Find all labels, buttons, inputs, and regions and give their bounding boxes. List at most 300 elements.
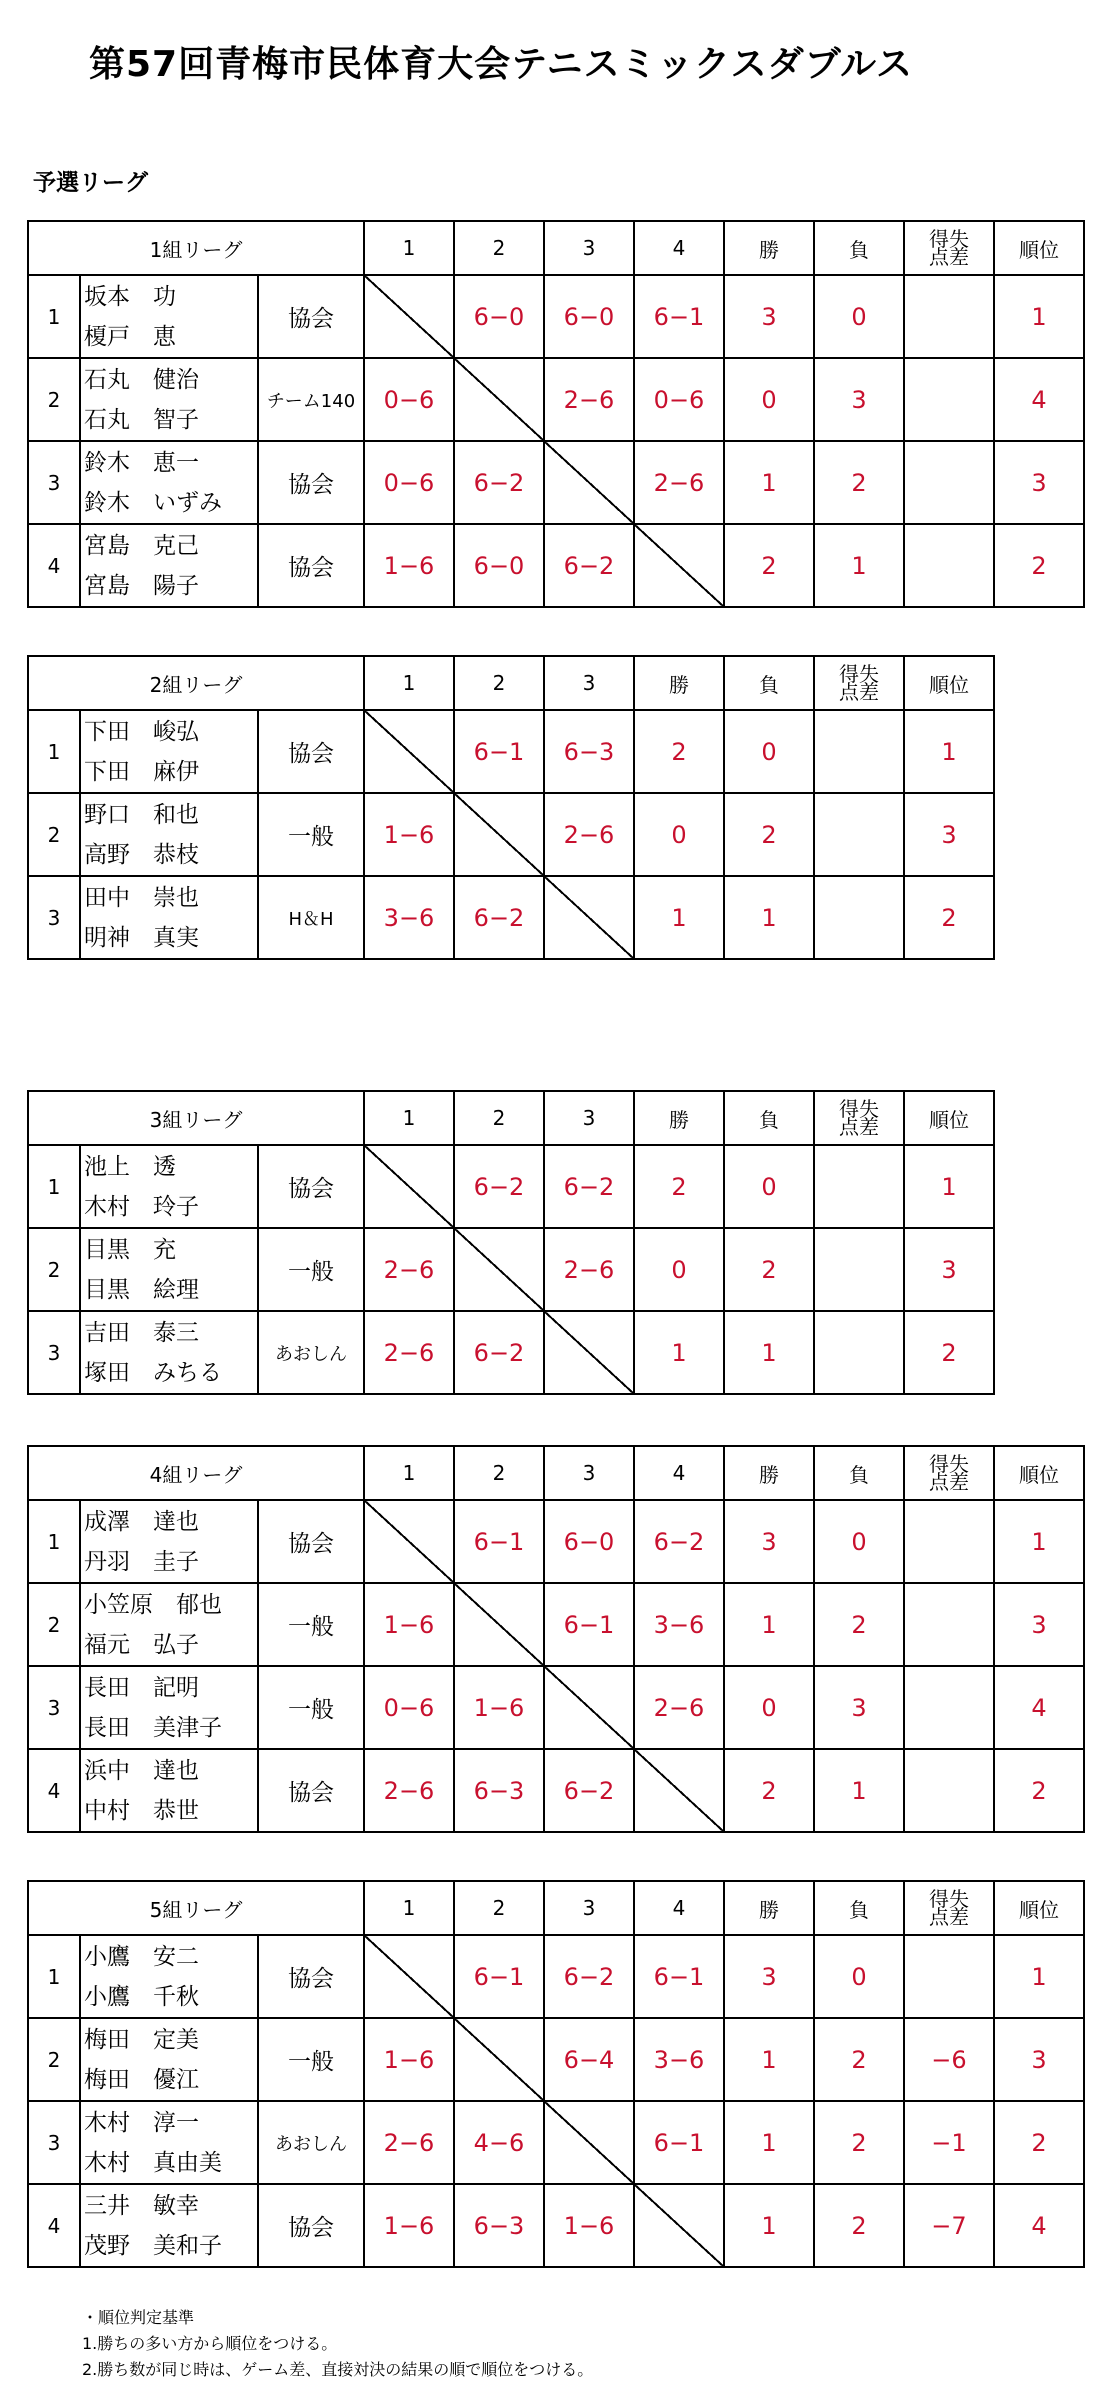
loss-count: 3 (814, 358, 904, 441)
player-name: 丹羽 圭子 (84, 1548, 199, 1575)
win-header: 勝 (724, 1446, 814, 1500)
league-table-5 (27, 1880, 1085, 2268)
player-number: 1 (28, 1145, 80, 1228)
player-names (80, 1228, 258, 1311)
player-name: 福元 弘子 (84, 1631, 199, 1658)
player-name: 茂野 美和子 (84, 2232, 222, 2259)
win-count: 2 (724, 524, 814, 607)
club-name: 一般 (258, 1228, 364, 1311)
player-name: 宮島 克己 (84, 532, 199, 559)
rank-value: 3 (904, 793, 994, 876)
rank-value: 2 (994, 2101, 1084, 2184)
table-row (28, 1935, 1084, 2018)
loss-count: 1 (814, 524, 904, 607)
match-score: 6−2 (544, 1145, 634, 1228)
rank-value: 1 (994, 275, 1084, 358)
rank-header: 順位 (994, 1881, 1084, 1935)
rank-header: 順位 (904, 656, 994, 710)
player-name: 浜中 達也 (84, 1757, 199, 1784)
player-name: 榎戸 恵 (84, 323, 176, 350)
league-header-row (28, 656, 994, 710)
match-score: 2−6 (364, 1311, 454, 1394)
match-score: 1−6 (364, 2018, 454, 2101)
win-header: 勝 (634, 1091, 724, 1145)
opponent-number-header: 2 (454, 656, 544, 710)
match-score: 6−1 (454, 1935, 544, 2018)
loss-count: 2 (724, 1228, 814, 1311)
player-names (80, 1500, 258, 1583)
player-names (80, 441, 258, 524)
player-number: 3 (28, 1666, 80, 1749)
win-count: 0 (634, 1228, 724, 1311)
player-number: 2 (28, 1583, 80, 1666)
club-name: 協会 (258, 710, 364, 793)
loss-count: 1 (724, 876, 814, 959)
player-number: 2 (28, 1228, 80, 1311)
club-name: 一般 (258, 793, 364, 876)
match-score: 2−6 (544, 1228, 634, 1311)
loss-count: 2 (814, 441, 904, 524)
player-name: 木村 玲子 (84, 1193, 199, 1220)
player-names (80, 710, 258, 793)
league-title: 5組リーグ (28, 1881, 364, 1935)
club-name: 協会 (258, 2184, 364, 2267)
loss-count: 2 (814, 2018, 904, 2101)
match-score: 6−0 (454, 524, 544, 607)
rank-value: 4 (994, 358, 1084, 441)
self-match-cell (454, 793, 544, 876)
club-name: 一般 (258, 1583, 364, 1666)
match-score: 2−6 (634, 441, 724, 524)
table-row (28, 710, 994, 793)
player-number: 4 (28, 2184, 80, 2267)
rank-value: 1 (904, 1145, 994, 1228)
diff-header: 得失 点差 (814, 1091, 904, 1145)
player-name: 長田 美津子 (84, 1714, 222, 1741)
opponent-number-header: 2 (454, 1881, 544, 1935)
player-number: 1 (28, 1500, 80, 1583)
table-row (28, 524, 1084, 607)
table-row (28, 1228, 994, 1311)
match-score: 1−6 (364, 793, 454, 876)
diff-header: 得失 点差 (904, 1881, 994, 1935)
club-name: 一般 (258, 2018, 364, 2101)
player-number: 3 (28, 1311, 80, 1394)
league-header-row (28, 221, 1084, 275)
match-score: 2−6 (364, 1228, 454, 1311)
self-match-cell (364, 1145, 454, 1228)
self-match-cell (364, 1935, 454, 2018)
player-name: 塚田 みちる (84, 1359, 222, 1386)
rank-value: 2 (904, 876, 994, 959)
match-score: 6−2 (544, 1935, 634, 2018)
player-name: 下田 麻伊 (84, 758, 199, 785)
match-score: 6−2 (454, 876, 544, 959)
rank-value: 4 (994, 2184, 1084, 2267)
rank-value: 4 (994, 1666, 1084, 1749)
self-match-cell (454, 1583, 544, 1666)
table-row (28, 1583, 1084, 1666)
league-title: 3組リーグ (28, 1091, 364, 1145)
match-score: 0−6 (364, 441, 454, 524)
club-name: 協会 (258, 524, 364, 607)
loss-count: 3 (814, 1666, 904, 1749)
match-score: 6−2 (634, 1500, 724, 1583)
match-score: 2−6 (544, 793, 634, 876)
win-count: 3 (724, 1500, 814, 1583)
self-match-cell (364, 275, 454, 358)
point-diff (904, 1749, 994, 1832)
win-count: 1 (724, 2101, 814, 2184)
table-row (28, 876, 994, 959)
club-name: 協会 (258, 1935, 364, 2018)
player-names (80, 275, 258, 358)
match-score: 1−6 (454, 1666, 544, 1749)
opponent-number-header: 4 (634, 221, 724, 275)
point-diff: −6 (904, 2018, 994, 2101)
player-number: 4 (28, 524, 80, 607)
league-title: 4組リーグ (28, 1446, 364, 1500)
player-name: 小笠原 郁也 (84, 1591, 222, 1618)
point-diff (814, 1145, 904, 1228)
league-header-row (28, 1881, 1084, 1935)
table-row (28, 2018, 1084, 2101)
player-number: 2 (28, 2018, 80, 2101)
club-name: チーム140 (258, 358, 364, 441)
player-number: 1 (28, 710, 80, 793)
rank-value: 3 (994, 2018, 1084, 2101)
rank-header: 順位 (994, 221, 1084, 275)
loss-count: 0 (814, 1500, 904, 1583)
match-score: 6−2 (544, 1749, 634, 1832)
player-name: 目黒 充 (84, 1236, 176, 1263)
self-match-cell (544, 2101, 634, 2184)
match-score: 6−3 (544, 710, 634, 793)
opponent-number-header: 4 (634, 1881, 724, 1935)
match-score: 6−1 (454, 710, 544, 793)
table-row (28, 2101, 1084, 2184)
win-count: 3 (724, 275, 814, 358)
point-diff (904, 1666, 994, 1749)
match-score: 6−0 (544, 1500, 634, 1583)
player-name: 宮島 陽子 (84, 572, 199, 599)
loss-header: 負 (724, 656, 814, 710)
table-row (28, 1749, 1084, 1832)
point-diff (814, 1311, 904, 1394)
player-names (80, 1145, 258, 1228)
opponent-number-header: 2 (454, 221, 544, 275)
match-score: 0−6 (364, 1666, 454, 1749)
opponent-number-header: 3 (544, 1091, 634, 1145)
loss-count: 2 (814, 2101, 904, 2184)
rank-value: 3 (994, 1583, 1084, 1666)
player-name: 三井 敏幸 (84, 2192, 199, 2219)
loss-count: 0 (724, 710, 814, 793)
self-match-cell (634, 2184, 724, 2267)
point-diff (904, 1583, 994, 1666)
loss-header: 負 (814, 1881, 904, 1935)
table-row (28, 793, 994, 876)
player-names (80, 1583, 258, 1666)
point-diff (814, 1228, 904, 1311)
loss-count: 0 (814, 1935, 904, 2018)
league-header-row (28, 1091, 994, 1145)
note-line: 2.勝ち数が同じ時は、ゲーム差、直接対決の結果の順で順位をつける。 (82, 2360, 594, 2379)
player-name: 木村 真由美 (84, 2149, 222, 2176)
match-score: 6−0 (454, 275, 544, 358)
player-names (80, 1749, 258, 1832)
opponent-number-header: 3 (544, 1881, 634, 1935)
loss-header: 負 (814, 221, 904, 275)
player-name: 吉田 泰三 (84, 1319, 199, 1346)
player-names (80, 358, 258, 441)
match-score: 3−6 (634, 1583, 724, 1666)
table-row (28, 1666, 1084, 1749)
match-score: 2−6 (544, 358, 634, 441)
club-name: 協会 (258, 1145, 364, 1228)
league-table-4 (27, 1445, 1085, 1833)
win-header: 勝 (724, 221, 814, 275)
club-name: 協会 (258, 1500, 364, 1583)
point-diff: −1 (904, 2101, 994, 2184)
opponent-number-header: 3 (544, 221, 634, 275)
player-number: 1 (28, 1935, 80, 2018)
player-name: 石丸 智子 (84, 406, 199, 433)
loss-count: 0 (724, 1145, 814, 1228)
win-count: 2 (634, 710, 724, 793)
match-score: 0−6 (364, 358, 454, 441)
player-number: 3 (28, 2101, 80, 2184)
league-title: 2組リーグ (28, 656, 364, 710)
diff-header: 得失 点差 (904, 221, 994, 275)
rank-header: 順位 (994, 1446, 1084, 1500)
point-diff (904, 1935, 994, 2018)
win-count: 0 (724, 1666, 814, 1749)
rank-value: 2 (994, 524, 1084, 607)
player-names (80, 524, 258, 607)
match-score: 6−0 (544, 275, 634, 358)
win-count: 1 (724, 441, 814, 524)
rank-value: 2 (994, 1749, 1084, 1832)
point-diff (904, 1500, 994, 1583)
loss-count: 0 (814, 275, 904, 358)
club-name: あおしん (258, 2101, 364, 2184)
opponent-number-header: 1 (364, 1091, 454, 1145)
section-title: 予選リーグ (33, 170, 148, 196)
player-name: 木村 淳一 (84, 2109, 199, 2136)
league-table-3 (27, 1090, 995, 1395)
table-row (28, 1311, 994, 1394)
opponent-number-header: 1 (364, 221, 454, 275)
player-names (80, 1311, 258, 1394)
match-score: 2−6 (364, 2101, 454, 2184)
point-diff (814, 876, 904, 959)
self-match-cell (454, 358, 544, 441)
player-names (80, 2101, 258, 2184)
opponent-number-header: 1 (364, 1446, 454, 1500)
match-score: 1−6 (364, 2184, 454, 2267)
club-name: 協会 (258, 441, 364, 524)
league-header-row (28, 1446, 1084, 1500)
match-score: 6−1 (634, 275, 724, 358)
match-score: 4−6 (454, 2101, 544, 2184)
match-score: 6−1 (634, 1935, 724, 2018)
win-count: 2 (634, 1145, 724, 1228)
player-name: 梅田 定美 (84, 2026, 199, 2053)
opponent-number-header: 1 (364, 1881, 454, 1935)
match-score: 6−2 (544, 524, 634, 607)
self-match-cell (364, 1500, 454, 1583)
player-names (80, 876, 258, 959)
page-title: 第57回青梅市民体育大会テニスミックスダブルス (89, 44, 914, 85)
self-match-cell (364, 710, 454, 793)
player-name: 鈴木 いずみ (84, 489, 222, 516)
player-names (80, 1935, 258, 2018)
loss-header: 負 (724, 1091, 814, 1145)
player-number: 3 (28, 876, 80, 959)
player-name: 中村 恭世 (84, 1797, 199, 1824)
player-name: 池上 透 (84, 1153, 176, 1180)
match-score: 1−6 (364, 524, 454, 607)
match-score: 2−6 (364, 1749, 454, 1832)
self-match-cell (544, 1666, 634, 1749)
loss-count: 1 (724, 1311, 814, 1394)
loss-count: 2 (814, 2184, 904, 2267)
match-score: 2−6 (634, 1666, 724, 1749)
player-name: 田中 崇也 (84, 884, 199, 911)
win-count: 1 (724, 1583, 814, 1666)
player-name: 小鷹 安二 (84, 1943, 199, 1970)
self-match-cell (634, 524, 724, 607)
self-match-cell (454, 2018, 544, 2101)
player-number: 2 (28, 793, 80, 876)
match-score: 6−1 (454, 1500, 544, 1583)
player-names (80, 2018, 258, 2101)
match-score: 0−6 (634, 358, 724, 441)
rank-value: 3 (904, 1228, 994, 1311)
player-name: 高野 恭枝 (84, 841, 199, 868)
self-match-cell (454, 1228, 544, 1311)
player-name: 目黒 絵理 (84, 1276, 199, 1303)
loss-count: 2 (814, 1583, 904, 1666)
table-row (28, 2184, 1084, 2267)
point-diff (904, 275, 994, 358)
loss-count: 2 (724, 793, 814, 876)
diff-header: 得失 点差 (814, 656, 904, 710)
match-score: 6−1 (544, 1583, 634, 1666)
player-name: 坂本 功 (84, 283, 176, 310)
point-diff (814, 793, 904, 876)
win-count: 1 (634, 1311, 724, 1394)
win-header: 勝 (634, 656, 724, 710)
note-line: ・順位判定基準 (82, 2308, 195, 2327)
opponent-number-header: 3 (544, 1446, 634, 1500)
win-count: 1 (724, 2018, 814, 2101)
player-name: 下田 峻弘 (84, 718, 199, 745)
match-score: 6−1 (634, 2101, 724, 2184)
table-row (28, 1500, 1084, 1583)
club-name: 協会 (258, 275, 364, 358)
point-diff: −7 (904, 2184, 994, 2267)
match-score: 6−2 (454, 441, 544, 524)
rank-header: 順位 (904, 1091, 994, 1145)
diff-header: 得失 点差 (904, 1446, 994, 1500)
opponent-number-header: 2 (454, 1091, 544, 1145)
player-name: 明神 真実 (84, 924, 199, 951)
win-count: 0 (724, 358, 814, 441)
self-match-cell (544, 441, 634, 524)
player-name: 成澤 達也 (84, 1508, 199, 1535)
player-name: 小鷹 千秋 (84, 1983, 199, 2010)
player-names (80, 2184, 258, 2267)
league-table-1 (27, 220, 1085, 608)
self-match-cell (544, 876, 634, 959)
match-score: 6−2 (454, 1311, 544, 1394)
match-score: 3−6 (634, 2018, 724, 2101)
match-score: 6−3 (454, 2184, 544, 2267)
win-count: 1 (724, 2184, 814, 2267)
match-score: 1−6 (364, 1583, 454, 1666)
player-number: 2 (28, 358, 80, 441)
table-row (28, 441, 1084, 524)
match-score: 6−4 (544, 2018, 634, 2101)
player-number: 3 (28, 441, 80, 524)
win-count: 2 (724, 1749, 814, 1832)
club-name: あおしん (258, 1311, 364, 1394)
player-name: 長田 記明 (84, 1674, 199, 1701)
club-name: 協会 (258, 1749, 364, 1832)
point-diff (814, 710, 904, 793)
rank-value: 1 (994, 1935, 1084, 2018)
player-name: 野口 和也 (84, 801, 199, 828)
table-row (28, 275, 1084, 358)
loss-header: 負 (814, 1446, 904, 1500)
opponent-number-header: 2 (454, 1446, 544, 1500)
self-match-cell (544, 1311, 634, 1394)
club-name: 一般 (258, 1666, 364, 1749)
win-count: 1 (634, 876, 724, 959)
player-number: 4 (28, 1749, 80, 1832)
ranking-notes (82, 2305, 593, 2383)
match-score: 3−6 (364, 876, 454, 959)
opponent-number-header: 4 (634, 1446, 724, 1500)
league-table-2 (27, 655, 995, 960)
self-match-cell (634, 1749, 724, 1832)
table-row (28, 358, 1084, 441)
player-number: 1 (28, 275, 80, 358)
rank-value: 3 (994, 441, 1084, 524)
rank-value: 1 (994, 1500, 1084, 1583)
league-title: 1組リーグ (28, 221, 364, 275)
player-name: 梅田 優江 (84, 2066, 199, 2093)
rank-value: 2 (904, 1311, 994, 1394)
rank-value: 1 (904, 710, 994, 793)
match-score: 6−2 (454, 1145, 544, 1228)
player-name: 鈴木 恵一 (84, 449, 199, 476)
match-score: 6−3 (454, 1749, 544, 1832)
loss-count: 1 (814, 1749, 904, 1832)
opponent-number-header: 1 (364, 656, 454, 710)
player-names (80, 1666, 258, 1749)
win-count: 3 (724, 1935, 814, 2018)
point-diff (904, 524, 994, 607)
player-names (80, 793, 258, 876)
win-header: 勝 (724, 1881, 814, 1935)
table-row (28, 1145, 994, 1228)
club-name: H＆H (258, 876, 364, 959)
win-count: 0 (634, 793, 724, 876)
match-score: 1−6 (544, 2184, 634, 2267)
